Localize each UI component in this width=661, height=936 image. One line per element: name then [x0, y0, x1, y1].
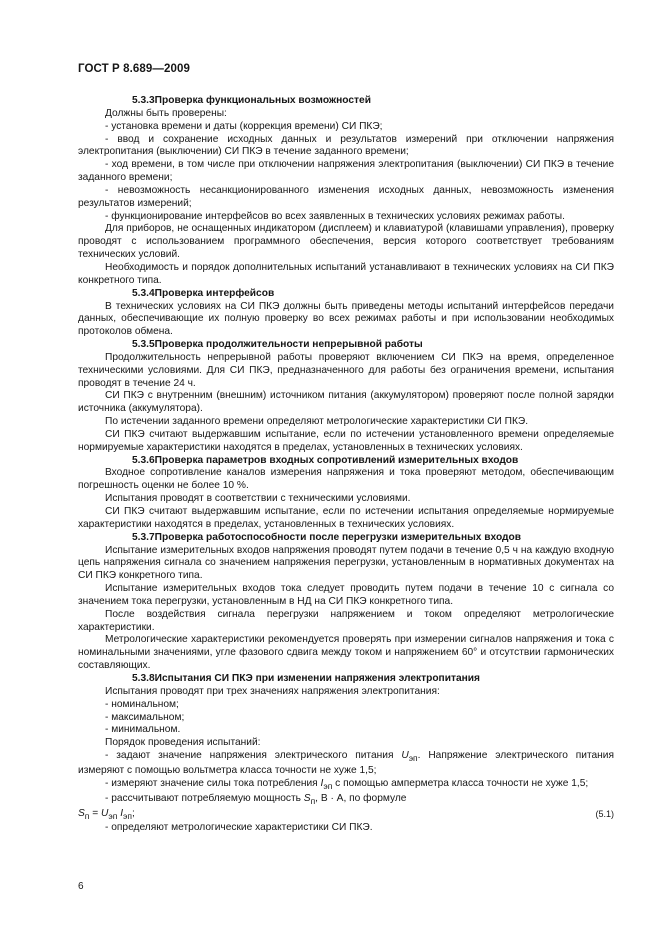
paragraph: Испытание измерительных входов напряжения проводят путем подачи в течение 0,5 ч на каждую входную цепь напряжения сигнала со значением напряжения перегрузки, установленным в нормативных документах на СИ ПКЭ конкретного типа. — [78, 544, 614, 582]
paragraph: Продолжительность непрерывной работы проверяют включением СИ ПКЭ на время, определенное техническими условиями. Для СИ ПКЭ, предназначенного для работы без ограничения времени, испытания проводят в течение 24 ч. — [78, 351, 614, 389]
subscript-p: п — [310, 795, 316, 806]
section-title: Проверка работоспособности после перегрузки измерительных входов — [154, 531, 522, 543]
list-item: - невозможность несанкционированного изменения исходных данных, невозможность изменения результатов измерений; — [78, 184, 614, 209]
page-number: 6 — [78, 881, 84, 892]
section-heading-5-3-4 — [78, 288, 614, 301]
list-item: - рассчитывают потребляемую мощность $S_п$, В · А, по формуле — [105, 792, 407, 806]
paragraph: Должны быть проверены: — [105, 107, 227, 119]
var-S: S — [303, 792, 311, 804]
formula-5-1: $S_п = U_{эп}$ $I_{эп}$; (5.1) — [78, 807, 614, 821]
paragraph: СИ ПКЭ с внутренним (внешним) источником питания (аккумулятором) проверяют после полной зарядки источника (аккумулятора). — [78, 390, 614, 415]
paragraph: СИ ПКЭ считают выдержавшим испытание, если по истечении установленного времени определяемые нормируемые характеристики находятся в пределах, установленных в технических условиях. — [78, 428, 614, 453]
section-number: 5.3.8 — [132, 672, 155, 684]
document-body — [78, 95, 614, 835]
section-number: 5.3.6 — [132, 454, 155, 466]
paragraph: По истечении заданного времени определяют метрологические характеристики СИ ПКЭ. — [105, 416, 529, 428]
paragraph: Для приборов, не оснащенных индикатором (дисплеем) и клавиатурой (клавишами управления), проверку проводят с использованием программного обеспечения, версия которого соответствует требованиям технических условий. — [78, 223, 614, 261]
paragraph: Метрологические характеристики рекомендуется проверять при измерении сигналов напряжения и тока с номинальными значениями, угле фазового сдвига между током и напряжением 60° и отсутствии гармонических составляющих. — [78, 634, 614, 672]
equation-number: (5.1) — [595, 808, 614, 819]
paragraph: Порядок проведения испытаний: — [105, 737, 261, 749]
section-title: Проверка продолжительности непрерывной работы — [154, 339, 423, 351]
section-heading-5-3-5 — [78, 339, 614, 352]
section-number: 5.3.5 — [132, 339, 155, 351]
list-item: - функционирование интерфейсов во всех заявленных в технических условиях режимах работы. — [105, 210, 565, 222]
section-heading-5-3-7 — [78, 532, 614, 545]
section-heading-5-3-3 — [78, 95, 614, 108]
section-title: Проверка функциональных возможностей — [154, 95, 371, 106]
list-item: - определяют метрологические характеристики СИ ПКЭ. — [105, 822, 373, 834]
var-U: U — [401, 750, 409, 762]
paragraph: Испытание измерительных входов тока следует проводить путем подачи в течение 10 с сигнала со значением тока перегрузки, установленным в НД на СИ ПКЭ конкретного типа. — [78, 583, 614, 607]
list-item: - измеряют значение силы тока потребления $I_{эп}$ с помощью амперметра класса точности не хуже 1,5; — [105, 777, 589, 791]
list-item: - задают значение напряжения электрического питания $U_{эп}$. Напряжение электрического питания измеряют с помощью вольтметра класса точности не хуже 1,5; — [78, 750, 614, 776]
section-title: Испытания СИ ПКЭ при изменении напряжения электропитания — [154, 672, 480, 684]
var-I: I — [320, 777, 324, 789]
section-title: Проверка параметров входных сопротивлений измерительных входов — [154, 454, 519, 466]
list-item: - ввод и сохранение исходных данных и результатов измерений при отключении напряжения электропитания (выключении) СИ ПКЭ в течение заданного времени; — [78, 133, 614, 158]
paragraph: После воздействия сигнала перегрузки напряжением и током определяют метрологические характеристики. — [78, 608, 614, 633]
list-item: - установка времени и даты (коррекция времени) СИ ПКЭ; — [105, 120, 383, 132]
section-heading-5-3-6 — [78, 455, 614, 468]
document-header: ГОСТ Р 8.689—2009 — [78, 63, 190, 75]
section-title: Проверка интерфейсов — [154, 287, 275, 299]
paragraph: Испытания проводят в соответствии с техническими условиями. — [105, 493, 411, 505]
list-item: - минимальном. — [105, 724, 181, 736]
list-item: - ход времени, в том числе при отключении напряжения электропитания (выключении) СИ ПКЭ в течение заданного времени; — [78, 159, 614, 184]
section-number: 5.3.3 — [132, 95, 155, 106]
list-item: - максимальном; — [105, 711, 185, 723]
section-number: 5.3.4 — [132, 287, 155, 299]
section-number: 5.3.7 — [132, 531, 155, 543]
paragraph: Необходимость и порядок дополнительных испытаний устанавливают в технических условиях на СИ ПКЭ конкретного типа. — [78, 261, 614, 286]
paragraph: Входное сопротивление каналов измерения напряжения и тока проверяют методом, обеспечивающим погрешность оценки не более 10 %. — [78, 467, 614, 492]
paragraph: В технических условиях на СИ ПКЭ должны быть приведены методы испытаний интерфейсов передачи данных, обеспечивающие их полную проверку во всех режимах работы и при использовании необходимых протоколов обмена. — [78, 300, 614, 338]
paragraph: Испытания проводят при трех значениях напряжения электропитания: — [105, 685, 440, 697]
paragraph: СИ ПКЭ считают выдержавшим испытание, если по истечении испытания определяемые нормируемые характеристики находятся в пределах, установленных в технических условиях. — [78, 506, 614, 530]
section-heading-5-3-8 — [78, 673, 614, 686]
list-item: - номинальном; — [105, 698, 179, 710]
subscript-ep: эп — [408, 753, 418, 764]
subscript-ep: эп — [323, 780, 333, 791]
